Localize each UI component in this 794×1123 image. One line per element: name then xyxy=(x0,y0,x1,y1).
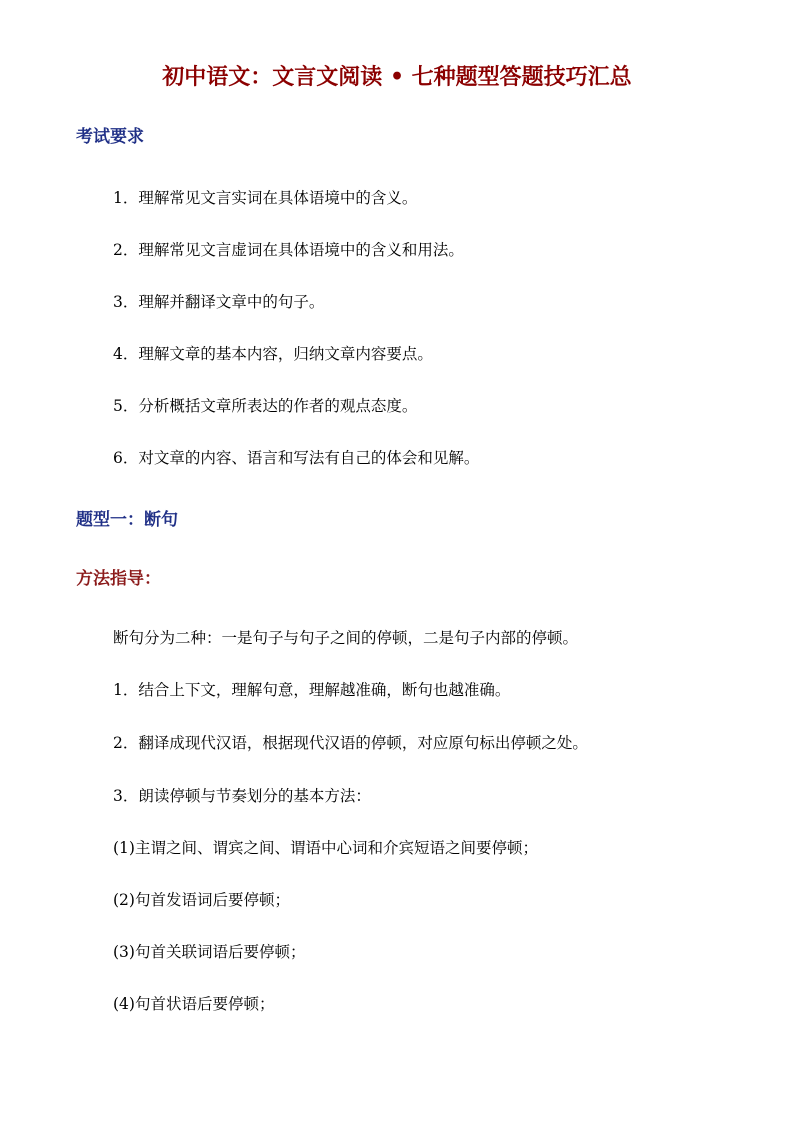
requirement-item: 4．理解文章的基本内容，归纳文章内容要点。 xyxy=(113,345,433,363)
requirement-item: 1．理解常见文言实词在具体语境中的含义。 xyxy=(113,189,418,207)
method-item: 1．结合上下文，理解句意，理解越准确，断句也越准确。 xyxy=(113,681,511,699)
method-item: (3)句首关联词语后要停顿； xyxy=(113,943,306,961)
method-item: (4)句首状语后要停顿； xyxy=(113,995,275,1013)
requirement-item: 6．对文章的内容、语言和写法有自己的体会和见解。 xyxy=(113,449,480,467)
method-item: 3．朗读停顿与节奏划分的基本方法： xyxy=(113,787,371,805)
method-item: (1)主谓之间、谓宾之间、谓语中心词和介宾短语之间要停顿； xyxy=(113,839,538,857)
method-item: 2．翻译成现代汉语，根据现代汉语的停顿，对应原句标出停顿之处。 xyxy=(113,734,588,752)
type-one-heading: 题型一：断句 xyxy=(76,510,178,530)
requirement-item: 5．分析概括文章所表达的作者的观点态度。 xyxy=(113,397,418,415)
method-item: (2)句首发语词后要停顿； xyxy=(113,891,290,909)
method-guidance-heading: 方法指导： xyxy=(76,569,161,589)
document-title: 初中语文：文言文阅读 • 七种题型答题技巧汇总 xyxy=(162,64,632,90)
requirement-item: 3．理解并翻译文章中的句子。 xyxy=(113,293,325,311)
exam-requirements-heading: 考试要求 xyxy=(76,127,144,147)
requirement-item: 2．理解常见文言虚词在具体语境中的含义和用法。 xyxy=(113,241,464,259)
method-intro: 断句分为二种：一是句子与句子之间的停顿，二是句子内部的停顿。 xyxy=(113,629,579,647)
